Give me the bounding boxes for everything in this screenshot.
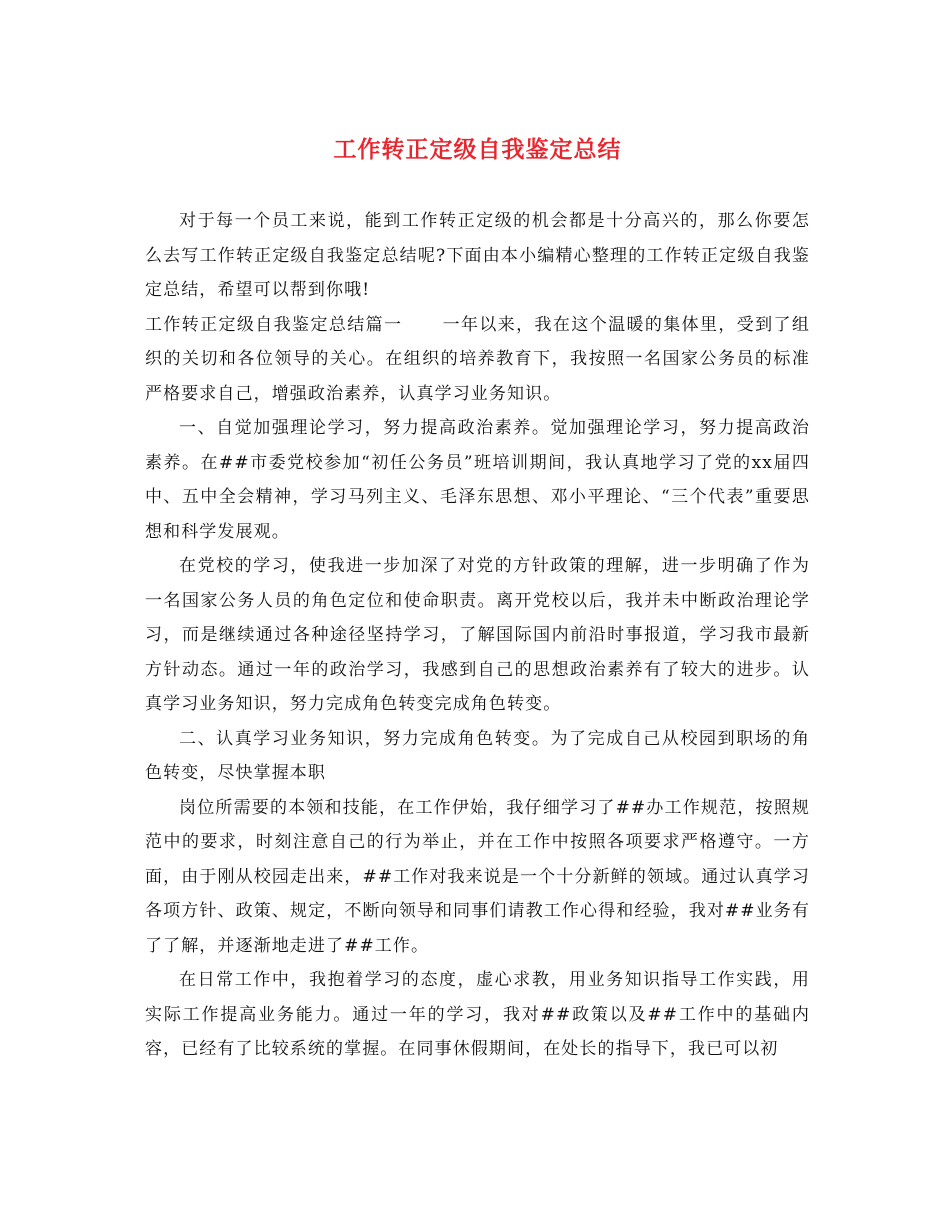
job-skills-paragraph: 岗位所需要的本领和技能，在工作伊始，我仔细学习了##办工作规范，按照规范中的要求，时刻注意自己的行为举止，并在工作中按照各项要求严格遵守。一方面，由于刚从校园走出来，##工作对我来说是一个十分新鲜的领域。通过认真学习各项方针、政策、规定，不断向领导和同事们请教工作心得和经验，我对##业务有了了解，并逐渐地走进了##工作。	[145, 797, 810, 956]
point-two-paragraph: 二、认真学习业务知识，努力完成角色转变。为了完成自己从校园到职场的角色转变，尽快掌握本职	[145, 728, 810, 783]
section-one-text: 一年以来，我在这个温暖的集体里，受到了组织的关切和各位领导的关心。在组织的培养教育下，我按照一名国家公务员的标准严格要求自己，增强政治素养，认真学习业务知识。	[145, 314, 811, 404]
daily-work-paragraph: 在日常工作中，我抱着学习的态度，虚心求教，用业务知识指导工作实践，用实际工作提高业务能力。通过一年的学习，我对##政策以及##工作中的基础内容，已经有了比较系统的掌握。在同事休假期间，在处长的指导下，我已可以初	[145, 970, 810, 1059]
intro-paragraph: 对于每一个员工来说，能到工作转正定级的机会都是十分高兴的，那么你要怎么去写工作转正定级自我鉴定总结呢?下面由本小编精心整理的工作转正定级自我鉴定总结，希望可以帮到你哦!	[145, 211, 810, 300]
document-title: 工作转正定级自我鉴定总结	[333, 136, 622, 163]
section-one-heading: 工作转正定级自我鉴定总结篇一	[145, 314, 403, 335]
document-body	[145, 204, 810, 1067]
party-school-paragraph: 在党校的学习，使我进一步加深了对党的方针政策的理解，进一步明确了作为一名国家公务人员的角色定位和使命职责。离开党校以后，我并未中断政治理论学习，而是继续通过各种途径坚持学习，了解国际国内前沿时事报道，学习我市最新方针动态。通过一年的政治学习，我感到自己的思想政治素养有了较大的进步。认真学习业务知识，努力完成角色转变完成角色转变。	[145, 556, 810, 714]
section-one-paragraph	[145, 308, 810, 412]
point-one-paragraph: 一、自觉加强理论学习，努力提高政治素养。觉加强理论学习，努力提高政治素养。在##市委党校参加“初任公务员”班培训期间，我认真地学习了党的xx届四中、五中全会精神，学习马列主义、毛泽东思想、邓小平理论、“三个代表”重要思想和科学发展观。	[145, 418, 810, 542]
